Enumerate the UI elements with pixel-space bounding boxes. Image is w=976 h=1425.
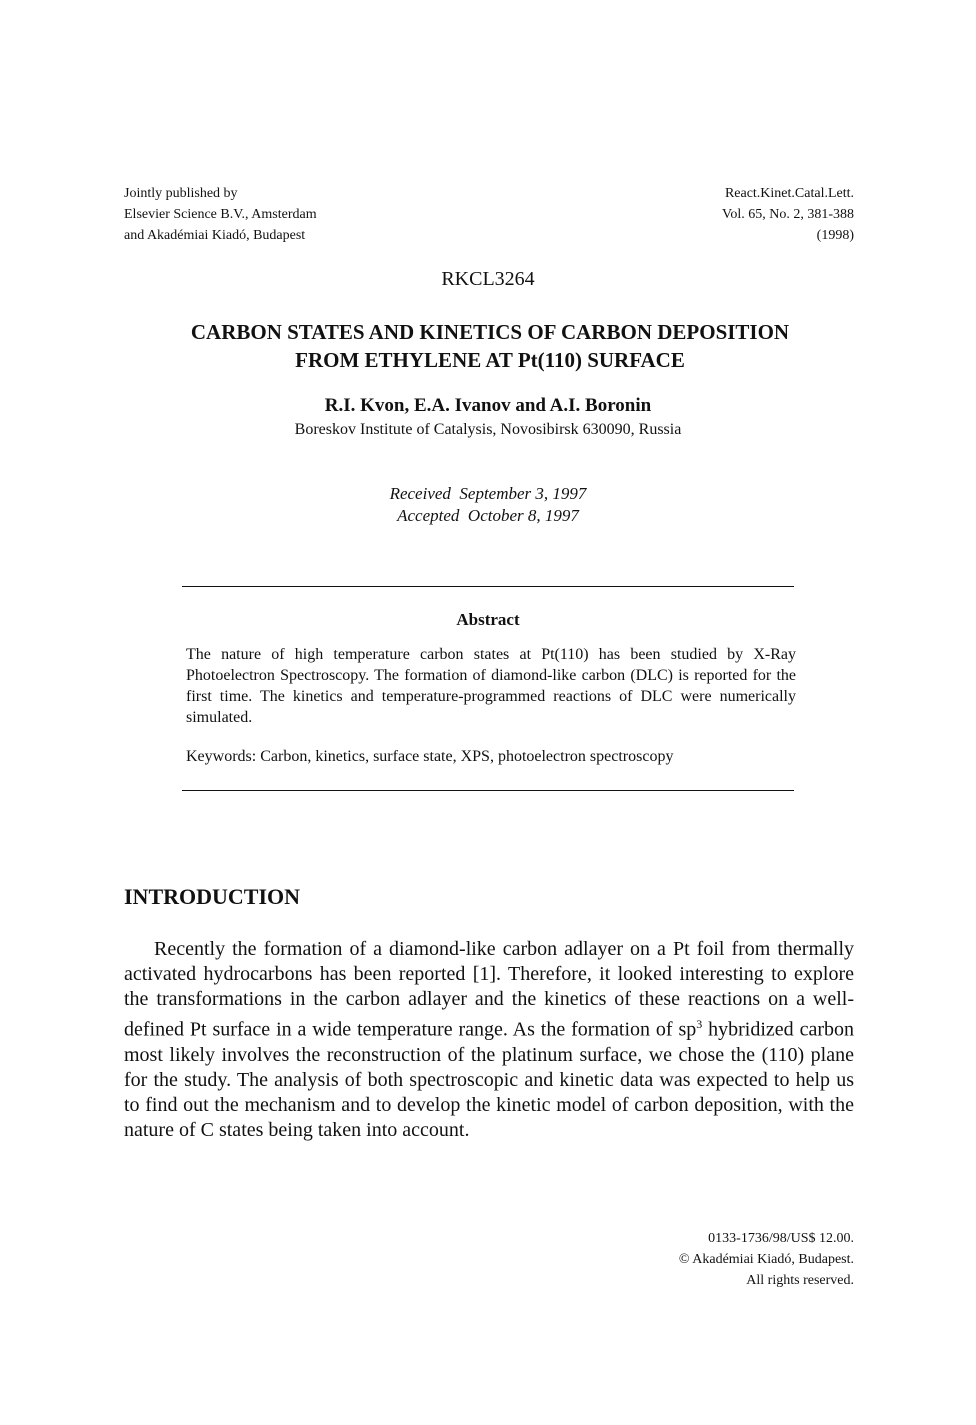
title-line-2: FROM ETHYLENE AT Pt(110) SURFACE [295, 348, 685, 372]
abstract-heading: Abstract [456, 610, 520, 629]
accepted-date: Accepted October 8, 1997 [397, 506, 579, 525]
footer-price: 0133-1736/98/US$ 12.00. [708, 1231, 854, 1246]
introduction-heading: INTRODUCTION [124, 884, 301, 909]
intro-text-part-2: hybridized carbon most likely involves the reconstruction of the platinum surface, we chose the (110) plane for the study. The analysis of both spectroscopic and kinetic data was expected to help us to find out the mechanism and to develop the kinetic model of carbon deposition, with the nature of C states being taken into account. [124, 1018, 854, 1141]
publisher-line-2: Elsevier Science B.V., Amsterdam [124, 207, 317, 222]
intro-text-part-1: Recently the formation of a diamond-like carbon adlayer on a Pt foil from thermally activated hydrocarbons has been reported [1]. Therefore, it looked interesting to explore the transformations in the carbon adlayer and the kinetics of these reactions on a well-defined Pt surface in a wide temperature range. As the formation of sp [124, 938, 854, 1041]
abstract-bottom-rule [182, 790, 794, 791]
introduction-text [124, 937, 854, 1143]
footer-rights: All rights reserved. [746, 1273, 854, 1288]
journal-info [722, 183, 854, 246]
journal-name: React.Kinet.Catal.Lett. [724, 186, 854, 201]
abstract-text: The nature of high temperature carbon states at Pt(110) has been studied by X-Ray Photoelectron Spectroscopy. The formation of diamond-like carbon (DLC) is reported for the first time. The kinetics and temperature-programmed reactions of DLC were numerically simulated. [186, 646, 796, 726]
publisher-line-1: Jointly published by [124, 186, 238, 201]
journal-year: (1998) [816, 228, 854, 243]
publisher-line-3: and Akadémiai Kiadó, Budapest [124, 228, 306, 243]
title-line-1: CARBON STATES AND KINETICS OF CARBON DEPOSITION [190, 320, 790, 344]
keywords: Keywords: Carbon, kinetics, surface state, XPS, photoelectron spectroscopy [186, 748, 674, 765]
abstract-top-rule [182, 586, 794, 587]
dates [0, 483, 976, 527]
publisher-info [124, 183, 317, 246]
affiliation: Boreskov Institute of Catalysis, Novosibirsk 630090, Russia [294, 421, 682, 438]
received-date: Received September 3, 1997 [389, 484, 587, 503]
intro-superscript: 3 [696, 1017, 703, 1031]
copyright-footer [679, 1228, 854, 1291]
footer-copyright: © Akadémiai Kiadó, Budapest. [678, 1252, 854, 1267]
introduction-paragraph [124, 937, 854, 1143]
journal-volume: Vol. 65, No. 2, 381-388 [722, 207, 854, 222]
article-code: RKCL3264 [441, 268, 535, 290]
authors: R.I. Kvon, E.A. Ivanov and A.I. Boronin [324, 395, 652, 416]
article-title [100, 318, 880, 374]
